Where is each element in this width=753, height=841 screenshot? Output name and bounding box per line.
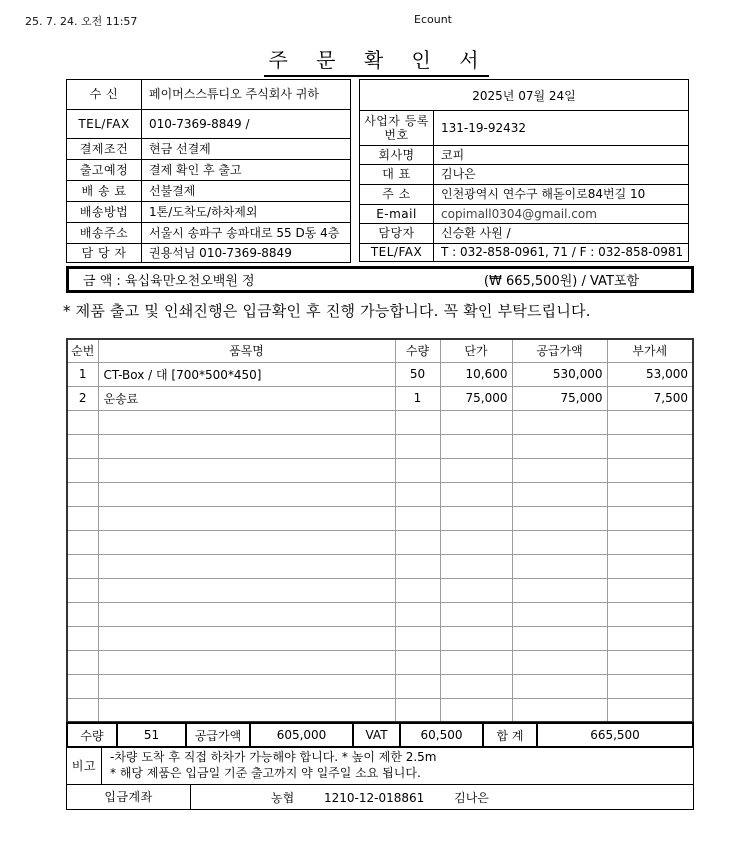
empty-cell xyxy=(98,674,395,698)
item-qty: 1 xyxy=(395,386,440,410)
empty-cell xyxy=(440,554,512,578)
items-header-row xyxy=(67,339,693,362)
empty-cell xyxy=(440,602,512,626)
print-timestamp: 25. 7. 24. 오전 11:57 xyxy=(25,15,138,28)
table-row-empty xyxy=(67,602,693,626)
table-row xyxy=(360,146,689,165)
totals-row xyxy=(67,723,693,747)
item-vat: 7,500 xyxy=(607,386,693,410)
remarks-table xyxy=(66,746,694,785)
recipient-value: 1톤/도착도/하차제외 xyxy=(142,202,351,223)
empty-cell xyxy=(512,602,607,626)
table-row-empty xyxy=(67,458,693,482)
empty-cell xyxy=(440,434,512,458)
document-date: 2025년 07월 24일 xyxy=(360,80,689,111)
recipient-label: 수 신 xyxy=(67,80,142,110)
item-unit-price: 75,000 xyxy=(440,386,512,410)
supplier-label: 회사명 xyxy=(360,146,434,165)
recipient-info-table xyxy=(66,79,351,263)
recipient-value: 권용석님 010-7369-8849 xyxy=(142,244,351,263)
empty-cell xyxy=(98,554,395,578)
empty-cell xyxy=(98,626,395,650)
empty-cell xyxy=(98,458,395,482)
table-row xyxy=(360,244,689,262)
table-row xyxy=(360,111,689,146)
item-unit-price: 10,600 xyxy=(440,362,512,386)
item-no: 2 xyxy=(67,386,98,410)
empty-cell xyxy=(67,530,98,554)
supplier-info-table xyxy=(359,79,689,262)
empty-cell xyxy=(512,674,607,698)
table-row-empty xyxy=(67,554,693,578)
empty-cell xyxy=(395,458,440,482)
app-name: Ecount xyxy=(414,13,452,26)
empty-cell xyxy=(98,578,395,602)
remarks-label: 비고 xyxy=(67,747,102,785)
table-row xyxy=(67,202,351,223)
empty-cell xyxy=(440,578,512,602)
col-header-supply-amount: 공급가액 xyxy=(512,339,607,362)
empty-cell xyxy=(512,530,607,554)
recipient-value: 결제 확인 후 출고 xyxy=(142,160,351,181)
bank-account-value xyxy=(191,785,694,810)
recipient-label: 배 송 료 xyxy=(67,181,142,202)
empty-cell xyxy=(67,626,98,650)
table-row-empty xyxy=(67,530,693,554)
table-row xyxy=(67,362,693,386)
table-row xyxy=(67,110,351,139)
supplier-value: 김나은 xyxy=(434,165,689,185)
total-supply-label: 공급가액 xyxy=(186,723,250,747)
table-row-empty xyxy=(67,482,693,506)
table-row xyxy=(360,80,689,111)
empty-cell xyxy=(67,674,98,698)
empty-cell xyxy=(67,650,98,674)
table-row xyxy=(67,181,351,202)
page-title: 주 문 확 인 서 xyxy=(264,44,488,77)
remarks-row xyxy=(67,747,694,785)
empty-cell xyxy=(67,554,98,578)
table-row-empty xyxy=(67,578,693,602)
empty-cell xyxy=(440,626,512,650)
empty-cell xyxy=(512,458,607,482)
remarks-line2: * 해당 제품은 입금일 기준 출고까지 약 일주일 소요 됩니다. xyxy=(110,766,421,780)
empty-cell xyxy=(607,410,693,434)
supplier-label: E-mail xyxy=(360,205,434,224)
payment-notice: * 제품 출고 및 인쇄진행은 입금확인 후 진행 가능합니다. 꼭 확인 부탁드립니다. xyxy=(63,302,591,320)
empty-cell xyxy=(607,650,693,674)
title-wrap xyxy=(0,44,753,77)
supplier-value: 인천광역시 연수구 해돋이로84번길 10 xyxy=(434,185,689,205)
empty-cell xyxy=(512,554,607,578)
table-row-empty xyxy=(67,410,693,434)
empty-cell xyxy=(395,434,440,458)
empty-cell xyxy=(67,506,98,530)
supplier-label: TEL/FAX xyxy=(360,244,434,262)
table-row-empty xyxy=(67,626,693,650)
empty-cell xyxy=(98,410,395,434)
table-row xyxy=(67,244,351,263)
bank-account-table xyxy=(66,784,694,810)
empty-cell xyxy=(607,482,693,506)
empty-cell xyxy=(607,674,693,698)
supplier-label: 담당자 xyxy=(360,224,434,244)
recipient-label: TEL/FAX xyxy=(67,110,142,139)
empty-cell xyxy=(395,626,440,650)
supplier-label: 주 소 xyxy=(360,185,434,205)
account-holder: 김나은 xyxy=(454,790,489,805)
empty-cell xyxy=(98,650,395,674)
supplier-value: 131-19-92432 xyxy=(434,111,689,146)
remarks-text xyxy=(102,747,694,785)
empty-cell xyxy=(395,554,440,578)
total-vat-value: 60,500 xyxy=(400,723,483,747)
recipient-label: 담 당 자 xyxy=(67,244,142,263)
bank-account-label: 입금계좌 xyxy=(67,785,191,810)
item-supply-amount: 75,000 xyxy=(512,386,607,410)
empty-cell xyxy=(440,698,512,722)
empty-cell xyxy=(98,530,395,554)
items-table xyxy=(66,338,694,723)
item-name: CT-Box / 대 [700*500*450] xyxy=(98,362,395,386)
empty-cell xyxy=(607,458,693,482)
totals-table xyxy=(66,722,694,748)
total-vat-label: VAT xyxy=(353,723,400,747)
table-row xyxy=(67,139,351,160)
col-header-qty: 수량 xyxy=(395,339,440,362)
table-row-empty xyxy=(67,650,693,674)
empty-cell xyxy=(395,578,440,602)
empty-cell xyxy=(440,650,512,674)
empty-cell xyxy=(607,698,693,722)
empty-cell xyxy=(607,434,693,458)
grand-total-value: 665,500 xyxy=(537,723,693,747)
empty-cell xyxy=(607,578,693,602)
empty-cell xyxy=(440,530,512,554)
empty-cell xyxy=(512,698,607,722)
empty-cell xyxy=(607,506,693,530)
col-header-vat: 부가세 xyxy=(607,339,693,362)
empty-cell xyxy=(440,410,512,434)
supplier-value: 신승환 사원 / xyxy=(434,224,689,244)
table-row xyxy=(67,223,351,244)
total-qty-value: 51 xyxy=(117,723,186,747)
table-row xyxy=(360,224,689,244)
empty-cell xyxy=(512,626,607,650)
table-row xyxy=(67,160,351,181)
supplier-value: T : 032-858-0961, 71 / F : 032-858-0981 xyxy=(434,244,689,262)
empty-cell xyxy=(512,482,607,506)
table-row xyxy=(360,205,689,224)
empty-cell xyxy=(607,602,693,626)
total-supply-value: 605,000 xyxy=(250,723,353,747)
empty-cell xyxy=(395,650,440,674)
empty-cell xyxy=(67,578,98,602)
empty-cell xyxy=(98,602,395,626)
empty-cell xyxy=(98,506,395,530)
account-number: 1210-12-018861 xyxy=(324,790,425,805)
table-row-empty xyxy=(67,506,693,530)
empty-cell xyxy=(607,554,693,578)
table-row xyxy=(360,165,689,185)
table-row xyxy=(360,185,689,205)
amount-box xyxy=(66,266,694,293)
table-row-empty xyxy=(67,434,693,458)
recipient-label: 출고예정 xyxy=(67,160,142,181)
empty-cell xyxy=(67,434,98,458)
empty-cell xyxy=(395,602,440,626)
bank-name: 농협 xyxy=(271,790,295,805)
summary-block xyxy=(66,722,694,810)
amount-numeric: (₩ 665,500원) / VAT포함 xyxy=(483,274,639,289)
empty-cell xyxy=(98,482,395,506)
empty-cell xyxy=(98,698,395,722)
recipient-value: 현금 선결제 xyxy=(142,139,351,160)
table-row xyxy=(67,386,693,410)
recipient-label: 배송주소 xyxy=(67,223,142,244)
item-qty: 50 xyxy=(395,362,440,386)
empty-cell xyxy=(440,458,512,482)
empty-cell xyxy=(98,434,395,458)
empty-cell xyxy=(67,458,98,482)
supplier-label: 사업자 등록번호 xyxy=(360,111,434,146)
recipient-value: 페이머스스튜디오 주식회사 귀하 xyxy=(142,80,351,110)
empty-cell xyxy=(67,698,98,722)
recipient-value: 서울시 송파구 송파대로 55 D동 4층 xyxy=(142,223,351,244)
grand-total-label: 합 계 xyxy=(483,723,537,747)
empty-cell xyxy=(440,482,512,506)
item-name: 운송료 xyxy=(98,386,395,410)
item-vat: 53,000 xyxy=(607,362,693,386)
empty-cell xyxy=(440,506,512,530)
col-header-unit-price: 단가 xyxy=(440,339,512,362)
empty-cell xyxy=(512,434,607,458)
empty-cell xyxy=(395,698,440,722)
item-no: 1 xyxy=(67,362,98,386)
empty-cell xyxy=(512,578,607,602)
empty-cell xyxy=(395,506,440,530)
empty-cell xyxy=(512,410,607,434)
supplier-value: 코피 xyxy=(434,146,689,165)
total-qty-label: 수량 xyxy=(67,723,117,747)
item-supply-amount: 530,000 xyxy=(512,362,607,386)
empty-cell xyxy=(395,482,440,506)
table-row-empty xyxy=(67,674,693,698)
recipient-label: 결제조건 xyxy=(67,139,142,160)
table-row-empty xyxy=(67,698,693,722)
amount-in-words: 금 액 : 육십육만오천오백원 정 xyxy=(83,274,255,289)
empty-cell xyxy=(512,506,607,530)
empty-cell xyxy=(395,530,440,554)
empty-cell xyxy=(395,410,440,434)
col-header-item: 품목명 xyxy=(98,339,395,362)
recipient-label: 배송방법 xyxy=(67,202,142,223)
recipient-value: 선불결제 xyxy=(142,181,351,202)
empty-cell xyxy=(607,626,693,650)
empty-cell xyxy=(512,650,607,674)
supplier-email-value: copimall0304@gmail.com xyxy=(434,205,689,224)
empty-cell xyxy=(440,674,512,698)
empty-cell xyxy=(67,602,98,626)
table-row xyxy=(67,80,351,110)
recipient-value: 010-7369-8849 / xyxy=(142,110,351,139)
bank-account-row xyxy=(67,785,694,810)
empty-cell xyxy=(395,674,440,698)
remarks-line1: -차량 도착 후 직접 하차가 가능해야 합니다. * 높이 제한 2.5m xyxy=(110,750,437,765)
supplier-label: 대 표 xyxy=(360,165,434,185)
empty-cell xyxy=(67,410,98,434)
col-header-no: 순번 xyxy=(67,339,98,362)
empty-cell xyxy=(607,530,693,554)
empty-cell xyxy=(67,482,98,506)
